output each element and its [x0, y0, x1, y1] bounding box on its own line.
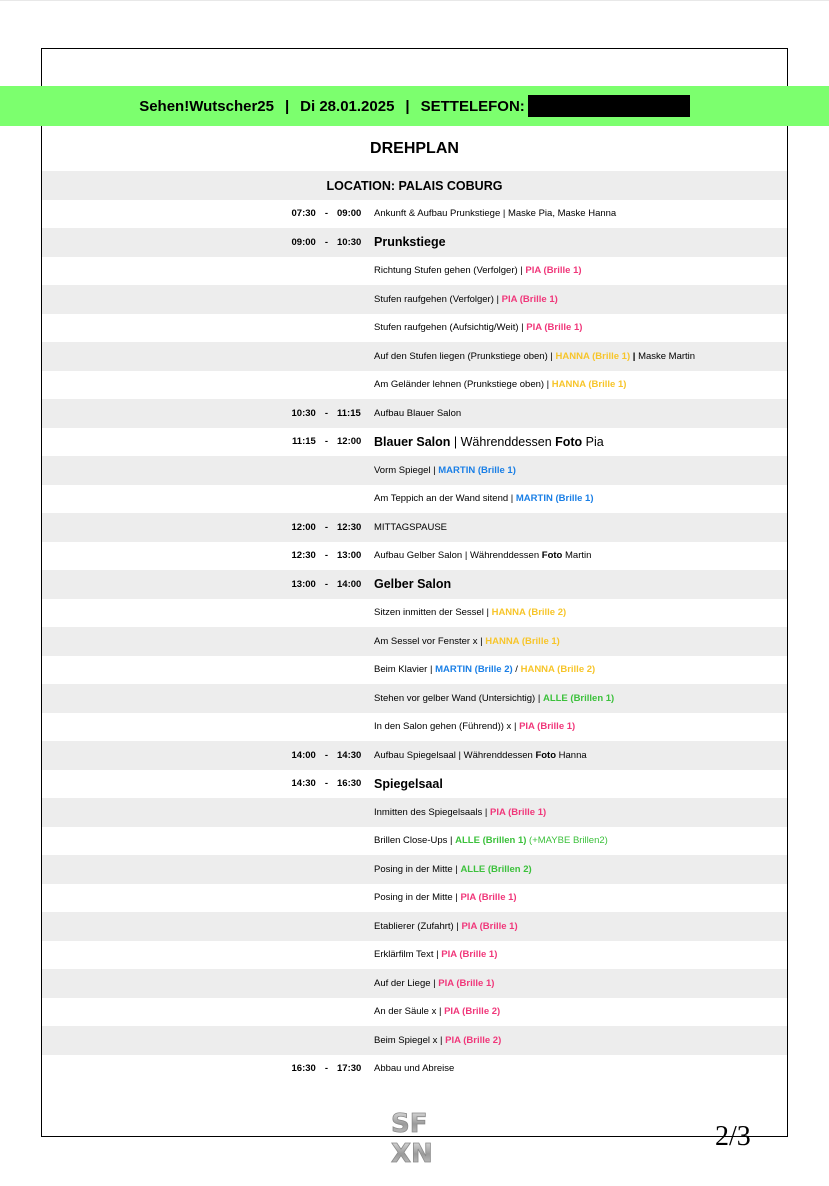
schedule-row: [42, 1026, 787, 1055]
row-description: [374, 1055, 454, 1084]
description-segment: Aufbau Blauer Salon: [374, 407, 462, 419]
end-time: 09:00: [337, 208, 362, 220]
row-description: [374, 998, 500, 1027]
description-segment: Stehen vor gelber Wand (Untersichtig) |: [374, 692, 543, 704]
row-description: [374, 570, 451, 599]
description-segment: Sitzen inmitten der Sessel |: [374, 607, 492, 619]
description-segment: Abbau und Abreise: [374, 1063, 455, 1075]
end-time: 14:30: [337, 749, 362, 761]
location-heading: LOCATION: PALAIS COBURG: [42, 171, 787, 200]
description-segment: PIA (Brille 1): [490, 806, 547, 818]
schedule-row: [42, 228, 787, 257]
time-range: [42, 200, 364, 229]
description-segment: PIA (Brille 1): [461, 920, 518, 932]
description-segment: Brillen Close-Ups |: [374, 835, 456, 847]
description-segment: Pia: [582, 434, 604, 449]
end-time: 12:00: [337, 436, 362, 448]
description-segment: HANNA (Brille 1): [555, 350, 631, 362]
row-description: [374, 285, 558, 314]
row-description: [374, 884, 517, 913]
time-dash: -: [324, 436, 328, 448]
description-segment: /: [512, 664, 521, 676]
row-description: [374, 513, 447, 542]
page-number: 2/3: [715, 1121, 751, 1152]
schedule-row: [42, 998, 787, 1027]
description-segment: (+MAYBE Brillen2): [526, 835, 608, 847]
description-segment: PIA (Brille 1): [441, 949, 498, 961]
time-dash: -: [324, 550, 328, 562]
schedule-row: [42, 770, 787, 799]
start-time: 11:15: [292, 436, 316, 448]
schedule-row: [42, 542, 787, 571]
time-dash: -: [324, 578, 328, 590]
description-segment: HANNA (Brille 2): [491, 607, 567, 619]
description-segment: Richtung Stufen gehen (Verfolger) |: [374, 265, 526, 277]
description-segment: MITTAGSPAUSE: [374, 521, 448, 533]
description-segment: Martin: [562, 550, 592, 562]
description-segment: An der Säule x |: [374, 1006, 445, 1018]
row-description: [374, 485, 593, 514]
row-description: [374, 798, 546, 827]
description-segment: ALLE (Brillen 1): [455, 835, 527, 847]
schedule-row: [42, 257, 787, 286]
schedule-row: [42, 969, 787, 998]
description-segment: HANNA (Brille 2): [520, 664, 596, 676]
description-segment: Maske Martin: [638, 350, 696, 362]
schedule-row: [42, 855, 787, 884]
description-segment: ALLE (Brillen 2): [460, 863, 532, 875]
header-separator: |: [405, 97, 410, 115]
start-time: 16:30: [291, 1063, 316, 1075]
time-dash: -: [324, 749, 328, 761]
end-time: 12:30: [337, 521, 362, 533]
time-range: [42, 1055, 364, 1084]
row-description: [374, 969, 494, 998]
time-range: [42, 570, 364, 599]
description-segment: Foto: [535, 749, 557, 761]
schedule-row: [42, 741, 787, 770]
description-segment: Aufbau Spiegelsaal | Währenddessen: [374, 749, 536, 761]
schedule-row: [42, 627, 787, 656]
start-time: 14:00: [291, 749, 316, 761]
svg-text:SF: SF: [391, 1109, 428, 1139]
description-segment: Posing in der Mitte |: [374, 892, 461, 904]
description-segment: Foto: [555, 434, 583, 449]
description-segment: HANNA (Brille 1): [485, 635, 560, 647]
page-title: DREHPLAN: [370, 140, 459, 157]
start-time: 14:30: [291, 778, 316, 790]
row-description: [374, 200, 616, 229]
row-description: [374, 456, 516, 485]
svg-text:XN: XN: [391, 1139, 433, 1166]
description-segment: Vorm Spiegel |: [374, 464, 439, 476]
description-segment: Stufen raufgehen (Aufsichtig/Weit) |: [374, 322, 527, 334]
description-segment: Prunkstiege: [374, 235, 446, 250]
schedule-row: [42, 485, 787, 514]
row-description: [374, 599, 566, 628]
schedule-row: [42, 513, 787, 542]
time-range: [42, 399, 364, 428]
sfxn-logo: [388, 1104, 444, 1166]
description-segment: PIA (Brille 1): [438, 977, 495, 989]
description-segment: Am Teppich an der Wand sitend |: [374, 493, 516, 505]
end-time: 14:00: [337, 578, 362, 590]
description-segment: Ankunft & Aufbau Prunkstiege | Maske Pia, Maske Hanna: [374, 208, 617, 220]
row-description: [374, 912, 518, 941]
schedule-row: [42, 884, 787, 913]
schedule-row: [42, 684, 787, 713]
description-segment: PIA (Brille 1): [501, 293, 558, 305]
time-dash: -: [324, 1063, 328, 1075]
description-segment: Erklärfilm Text |: [374, 949, 442, 961]
schedule-row: [42, 342, 787, 371]
description-segment: | Währenddessen: [450, 434, 556, 449]
schedule-row: [42, 314, 787, 343]
row-description: [374, 1026, 501, 1055]
description-segment: Beim Spiegel x |: [374, 1034, 446, 1046]
description-segment: Beim Klavier |: [374, 664, 436, 676]
description-segment: Posing in der Mitte |: [374, 863, 461, 875]
time-dash: -: [324, 778, 328, 790]
row-description: [374, 371, 626, 400]
time-dash: -: [324, 521, 328, 533]
description-segment: MARTIN (Brille 1): [438, 464, 516, 476]
description-segment: HANNA (Brille 1): [551, 379, 627, 391]
time-dash: -: [324, 236, 328, 248]
row-description: [374, 228, 446, 257]
header-bar: [0, 86, 829, 126]
row-description: [374, 855, 532, 884]
start-time: 07:30: [291, 208, 316, 220]
schedule-row: [42, 798, 787, 827]
row-description: [374, 827, 608, 856]
description-segment: |: [630, 350, 639, 362]
end-time: 13:00: [337, 550, 362, 562]
schedule-row: [42, 912, 787, 941]
description-segment: Foto: [541, 550, 563, 562]
start-time: 09:00: [291, 236, 316, 248]
schedule-row: [42, 713, 787, 742]
row-description: [374, 656, 595, 685]
schedule-row: [42, 399, 787, 428]
end-time: 11:15: [337, 407, 361, 419]
description-segment: Gelber Salon: [374, 577, 452, 592]
shoot-date: Di 28.01.2025: [300, 97, 395, 115]
description-segment: In den Salon gehen (Führend)) x |: [374, 721, 520, 733]
schedule-row: [42, 941, 787, 970]
schedule-row: [42, 656, 787, 685]
header-separator: |: [284, 97, 290, 115]
start-time: 10:30: [291, 407, 316, 419]
row-description: [374, 428, 604, 457]
description-segment: Aufbau Gelber Salon | Währenddessen: [374, 550, 542, 562]
redacted-phone-number: [528, 95, 690, 117]
schedule-row: [42, 371, 787, 400]
schedule-row: [42, 200, 787, 229]
schedule-row: [42, 570, 787, 599]
time-range: [42, 741, 364, 770]
end-time: 16:30: [337, 778, 362, 790]
description-segment: PIA (Brille 1): [525, 265, 582, 277]
time-range: [42, 513, 364, 542]
description-segment: PIA (Brille 1): [526, 322, 583, 334]
description-segment: PIA (Brille 2): [445, 1034, 502, 1046]
row-description: [374, 542, 591, 571]
time-range: [42, 542, 364, 571]
description-segment: Auf der Liege |: [374, 977, 439, 989]
schedule-row: [42, 1055, 787, 1084]
description-segment: MARTIN (Brille 1): [515, 493, 594, 505]
description-segment: Spiegelsaal: [374, 776, 443, 791]
start-time: 12:00: [291, 521, 316, 533]
schedule-row: [42, 456, 787, 485]
row-description: [374, 314, 582, 343]
time-dash: -: [324, 208, 328, 220]
row-description: [374, 941, 497, 970]
project-name: Sehen!Wutscher25: [139, 97, 274, 115]
schedule-row: [42, 827, 787, 856]
time-range: [42, 770, 364, 799]
description-segment: PIA (Brille 1): [460, 892, 517, 904]
time-dash: -: [324, 407, 328, 419]
description-segment: MARTIN (Brille 2): [435, 664, 513, 676]
schedule-row: [42, 599, 787, 628]
set-phone-label: SETTELEFON:: [420, 97, 525, 115]
description-segment: ALLE (Brillen 1): [542, 692, 615, 704]
row-description: [374, 399, 461, 428]
start-time: 12:30: [291, 550, 316, 562]
time-range: [42, 428, 364, 457]
start-time: 13:00: [291, 578, 316, 590]
row-description: [374, 770, 443, 799]
row-description: [374, 713, 575, 742]
end-time: 17:30: [337, 1063, 362, 1075]
end-time: 10:30: [337, 236, 362, 248]
description-segment: Am Geländer lehnen (Prunkstiege oben) |: [374, 379, 552, 391]
row-description: [374, 741, 587, 770]
description-segment: Hanna: [556, 749, 587, 761]
description-segment: Etablierer (Zufahrt) |: [374, 920, 462, 932]
schedule-row: [42, 285, 787, 314]
description-segment: Stufen raufgehen (Verfolger) |: [374, 293, 502, 305]
schedule-table: [42, 171, 787, 1083]
schedule-row: [42, 428, 787, 457]
description-segment: PIA (Brille 2): [444, 1006, 501, 1018]
top-divider: [0, 0, 829, 1]
row-description: [374, 627, 560, 656]
row-description: [374, 257, 582, 286]
row-description: [374, 342, 695, 371]
description-segment: Am Sessel vor Fenster x |: [374, 635, 486, 647]
row-description: [374, 684, 614, 713]
description-segment: Auf den Stufen liegen (Prunkstiege oben) |: [374, 350, 556, 362]
description-segment: Blauer Salon: [374, 434, 451, 449]
time-range: [42, 228, 364, 257]
description-segment: Inmitten des Spiegelsaals |: [374, 806, 491, 818]
description-segment: PIA (Brille 1): [519, 721, 576, 733]
